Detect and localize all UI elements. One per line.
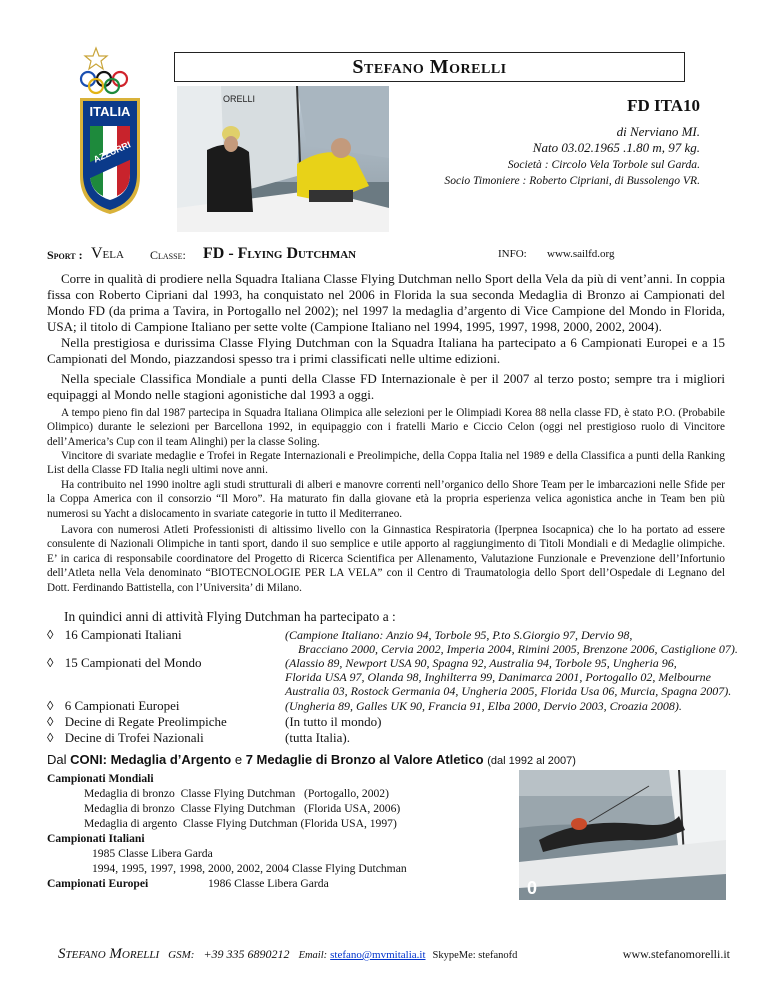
italian-row: 1985 Classe Libera Garda	[92, 847, 213, 860]
medal-row	[84, 817, 397, 832]
sport-line	[47, 246, 737, 268]
footer-skype: SkypeMe: stefanofd	[432, 950, 518, 961]
participation-detail: Bracciano 2000, Cervia 2002, Imperia 2004, Rimini 2005, Brenzone 2006, Castiglione 07).	[298, 642, 738, 656]
bio-paragraph-6: Ha contribuito nel 1990 inoltre agli studi strutturali di alberi e manovre correnti nell’organico dello Shore Team per le imbarcazioni nelle Sfide per la Coppa America con il consorzio “Il Moro”. Ha maturato fin dalla giovane età la propria esperienza velica agonistica anche in Team ben più numerosi su Yacht a dislocamento in svariate categorie in tutto il Mediterraneo.	[47, 479, 725, 520]
coni-range: (dal 1992 al 2007)	[487, 755, 576, 767]
participation-detail: (tutta Italia).	[285, 730, 350, 745]
footer-website[interactable]: www.stefanomorelli.it	[622, 947, 730, 961]
bio-paragraph-1: Corre in qualità di prodiere nella Squadra Italiana Classe Flying Dutchman nello Sport della Vela da più di vent’anni. In coppia fissa con Roberto Cipriani dal 1993, ha conquistato nel 2006 in Florida la sua seconda Medaglia di Bronzo ai Campionati del Mondo FD (da prima a Tavira, in Portogallo nel 2002); nel 1997 la medaglia d’argento di Vice Campione del Mondo in Florida, USA; il titolo di Campione Italiano per sette volte (Campione Italiano nel 1994, 1995, 1997, 1998, 2000, 2002, 2004).	[47, 271, 725, 334]
bullet-icon: ◊	[47, 714, 54, 729]
club-info: Società : Circolo Vela Torbole sul Garda.	[507, 158, 700, 171]
participation-detail: (In tutto il mondo)	[285, 714, 382, 729]
info-link[interactable]: www.sailfd.org	[547, 248, 615, 260]
participation-label: Decine di Regate Preolimpiche	[64, 714, 227, 729]
participation-item	[47, 698, 180, 714]
participation-item	[47, 627, 182, 643]
participation-intro: In quindici anni di attività Flying Dutchman ha partecipato a :	[64, 609, 396, 624]
footer-name: Stefano Morelli	[58, 946, 160, 962]
participation-detail: (Ungheria 89, Galles UK 90, Francia 91, Elba 2000, Dervio 2003, Croazia 2008).	[285, 699, 682, 713]
participation-detail: (Alassio 89, Newport USA 90, Spagna 92, Australia 94, Torbole 95, Ungheria 96,	[285, 656, 677, 670]
participation-item	[47, 730, 204, 746]
info-label: INFO:	[498, 248, 527, 260]
medal-class: Classe Flying Dutchman	[180, 787, 296, 800]
participation-detail: Florida USA 97, Olanda 98, Inghilterra 99, Danimarca 2001, Portogallo 02, Melbourne	[285, 670, 711, 684]
european-row: 1986 Classe Libera Garda	[208, 877, 329, 890]
bullet-icon: ◊	[47, 627, 54, 642]
class-label: Classe:	[150, 248, 186, 262]
participation-label: 15 Campionati del Mondo	[64, 655, 202, 670]
italia-azzurri-logo	[76, 46, 144, 216]
footer	[58, 946, 730, 963]
class-id: FD ITA10	[627, 96, 700, 115]
bio-paragraph-4: A tempo pieno fin dal 1987 partecipa in Squadra Italiana Olimpica alle selezioni per le Olimpiadi Korea 88 nella classe FD, è stato P.O. (Probabile Olimpico) durante le selezioni per Barcellona 1992, in equipaggio con i fratelli Mario e Ciccio Celon (oggi nel prestigioso ruolo di Vincitore dell’America’s Cup con il team Alinghi) per la classe Soling.	[47, 407, 725, 448]
svg-text:ORELLI: ORELLI	[223, 94, 256, 104]
coni-bronze: 7 Medaglie di Bronzo al Valore Atletico	[245, 752, 484, 767]
sport-value: Vela	[91, 245, 124, 262]
participation-item	[47, 714, 227, 730]
world-title: Campionati Mondiali	[47, 772, 154, 785]
logo-text-italia: ITALIA	[89, 104, 131, 119]
coni-prefix: Dal	[47, 752, 67, 767]
bio-paragraph-3: Nella speciale Classifica Mondiale a punti della Classe FD Internazionale è per il 2007 al terzo posto; sempre tra i migliori equipaggi al Mondo nelle stagioni agonistiche dal 1993 a oggi.	[47, 371, 725, 402]
medal-row	[84, 802, 400, 817]
bullet-icon: ◊	[47, 698, 54, 713]
bio-paragraph-2: Nella prestigiosa e durissima Classe Flying Dutchman con la Squadra Italiana ha partecipato a 6 Campionati Europei e a 15 Campionati del Mondo, piazzandosi spesso tra i primi classificati nelle ultime edizioni.	[47, 335, 725, 366]
footer-gsm-label: GSM:	[168, 949, 195, 961]
coni-silver: : Medaglia d’Argento	[102, 752, 232, 767]
sport-label: Sport :	[47, 248, 83, 262]
medal-class: Classe Flying Dutchman	[180, 802, 296, 815]
sailing-crew-photo	[177, 86, 389, 232]
medal-where: (Florida USA, 2006)	[303, 802, 401, 815]
class-value: FD - Flying Dutchman	[203, 245, 357, 262]
bullet-icon: ◊	[47, 655, 54, 670]
bio-paragraph-7: Lavora con numerosi Atleti Professionisti di altissimo livello con la Ginnastica Respiratoria (Iperpnea Isocapnica) che lo ha portato ad essere consulente di Nazionali Olimpiche in tanti sport, dando il suo semplice e utile apporto al raggiungimento di Titoli Mondiali e di Medaglie olimpiche. E’ in carica di responsabile coordinatore del Progetto di Ricerca Scientifica per Allenamento, Valutazione Funzionale e Prevenzione dell’Infortunio dell’Atleta nella Vela denominato “BIOTECNOLOGIE PER LA VELA” con il Centro di Traumatologia dello Sport dell’Ospedale di Legnano del Dott. Ferdinando Battistella, con l’Universita’ di Milano.	[47, 524, 725, 594]
medal-type: Medaglia di argento	[84, 817, 178, 830]
bio-paragraph-5: Vincitore di svariate medaglie e Trofei in Regate Internazionali e Preolimpiche, della Coppa Italia nel 1989 e della Classifica a punti della Ranking List della Classe FD Italia negli ultimi nove anni.	[47, 450, 725, 477]
bullet-icon: ◊	[47, 730, 54, 745]
medal-class: Classe Flying Dutchman	[182, 817, 298, 830]
origin: di Nerviano MI.	[616, 124, 700, 139]
medal-where: (Florida USA, 1997)	[300, 817, 397, 830]
italian-row: 1994, 1995, 1997, 1998, 2000, 2002, 2004 Classe Flying Dutchman	[92, 862, 407, 875]
svg-text:0: 0	[527, 878, 538, 898]
helm-info: Socio Timoniere : Roberto Cipriani, di Bussolengo VR.	[444, 174, 700, 187]
italian-title: Campionati Italiani	[47, 832, 145, 845]
coni-line	[47, 752, 576, 767]
participation-label: 6 Campionati Europei	[64, 698, 180, 713]
participation-detail: (Campione Italiano: Anzio 94, Torbole 95, P.to S.Giorgio 97, Dervio 98,	[285, 628, 633, 642]
footer-email-label: Email:	[298, 950, 328, 961]
coni-org: CONI	[70, 752, 103, 767]
footer-phone: +39 335 6890212	[203, 947, 290, 961]
coni-and: e	[234, 752, 243, 767]
medal-row	[84, 787, 389, 802]
page-title: Stefano Morelli	[174, 52, 685, 82]
birth-info: Nato 03.02.1965 .1.80 m, 97 kg.	[532, 140, 700, 155]
european-title: Campionati Europei	[47, 877, 149, 890]
medal-type: Medaglia di bronzo	[84, 787, 175, 800]
participation-label: 16 Campionati Italiani	[64, 627, 182, 642]
medal-where: (Portogallo, 2002)	[303, 787, 389, 800]
trapeze-photo	[519, 770, 726, 900]
footer-email-link[interactable]: stefano@mvmitalia.it	[330, 949, 426, 961]
medal-type: Medaglia di bronzo	[84, 802, 175, 815]
participation-item	[47, 655, 202, 671]
participation-label: Decine di Trofei Nazionali	[64, 730, 204, 745]
logo-text-azzurri: AZZURRI	[91, 139, 133, 165]
participation-detail: Australia 03, Rostock Germania 04, Ungheria 2005, Florida Usa 06, Murcia, Spagna 2007).	[285, 684, 732, 698]
